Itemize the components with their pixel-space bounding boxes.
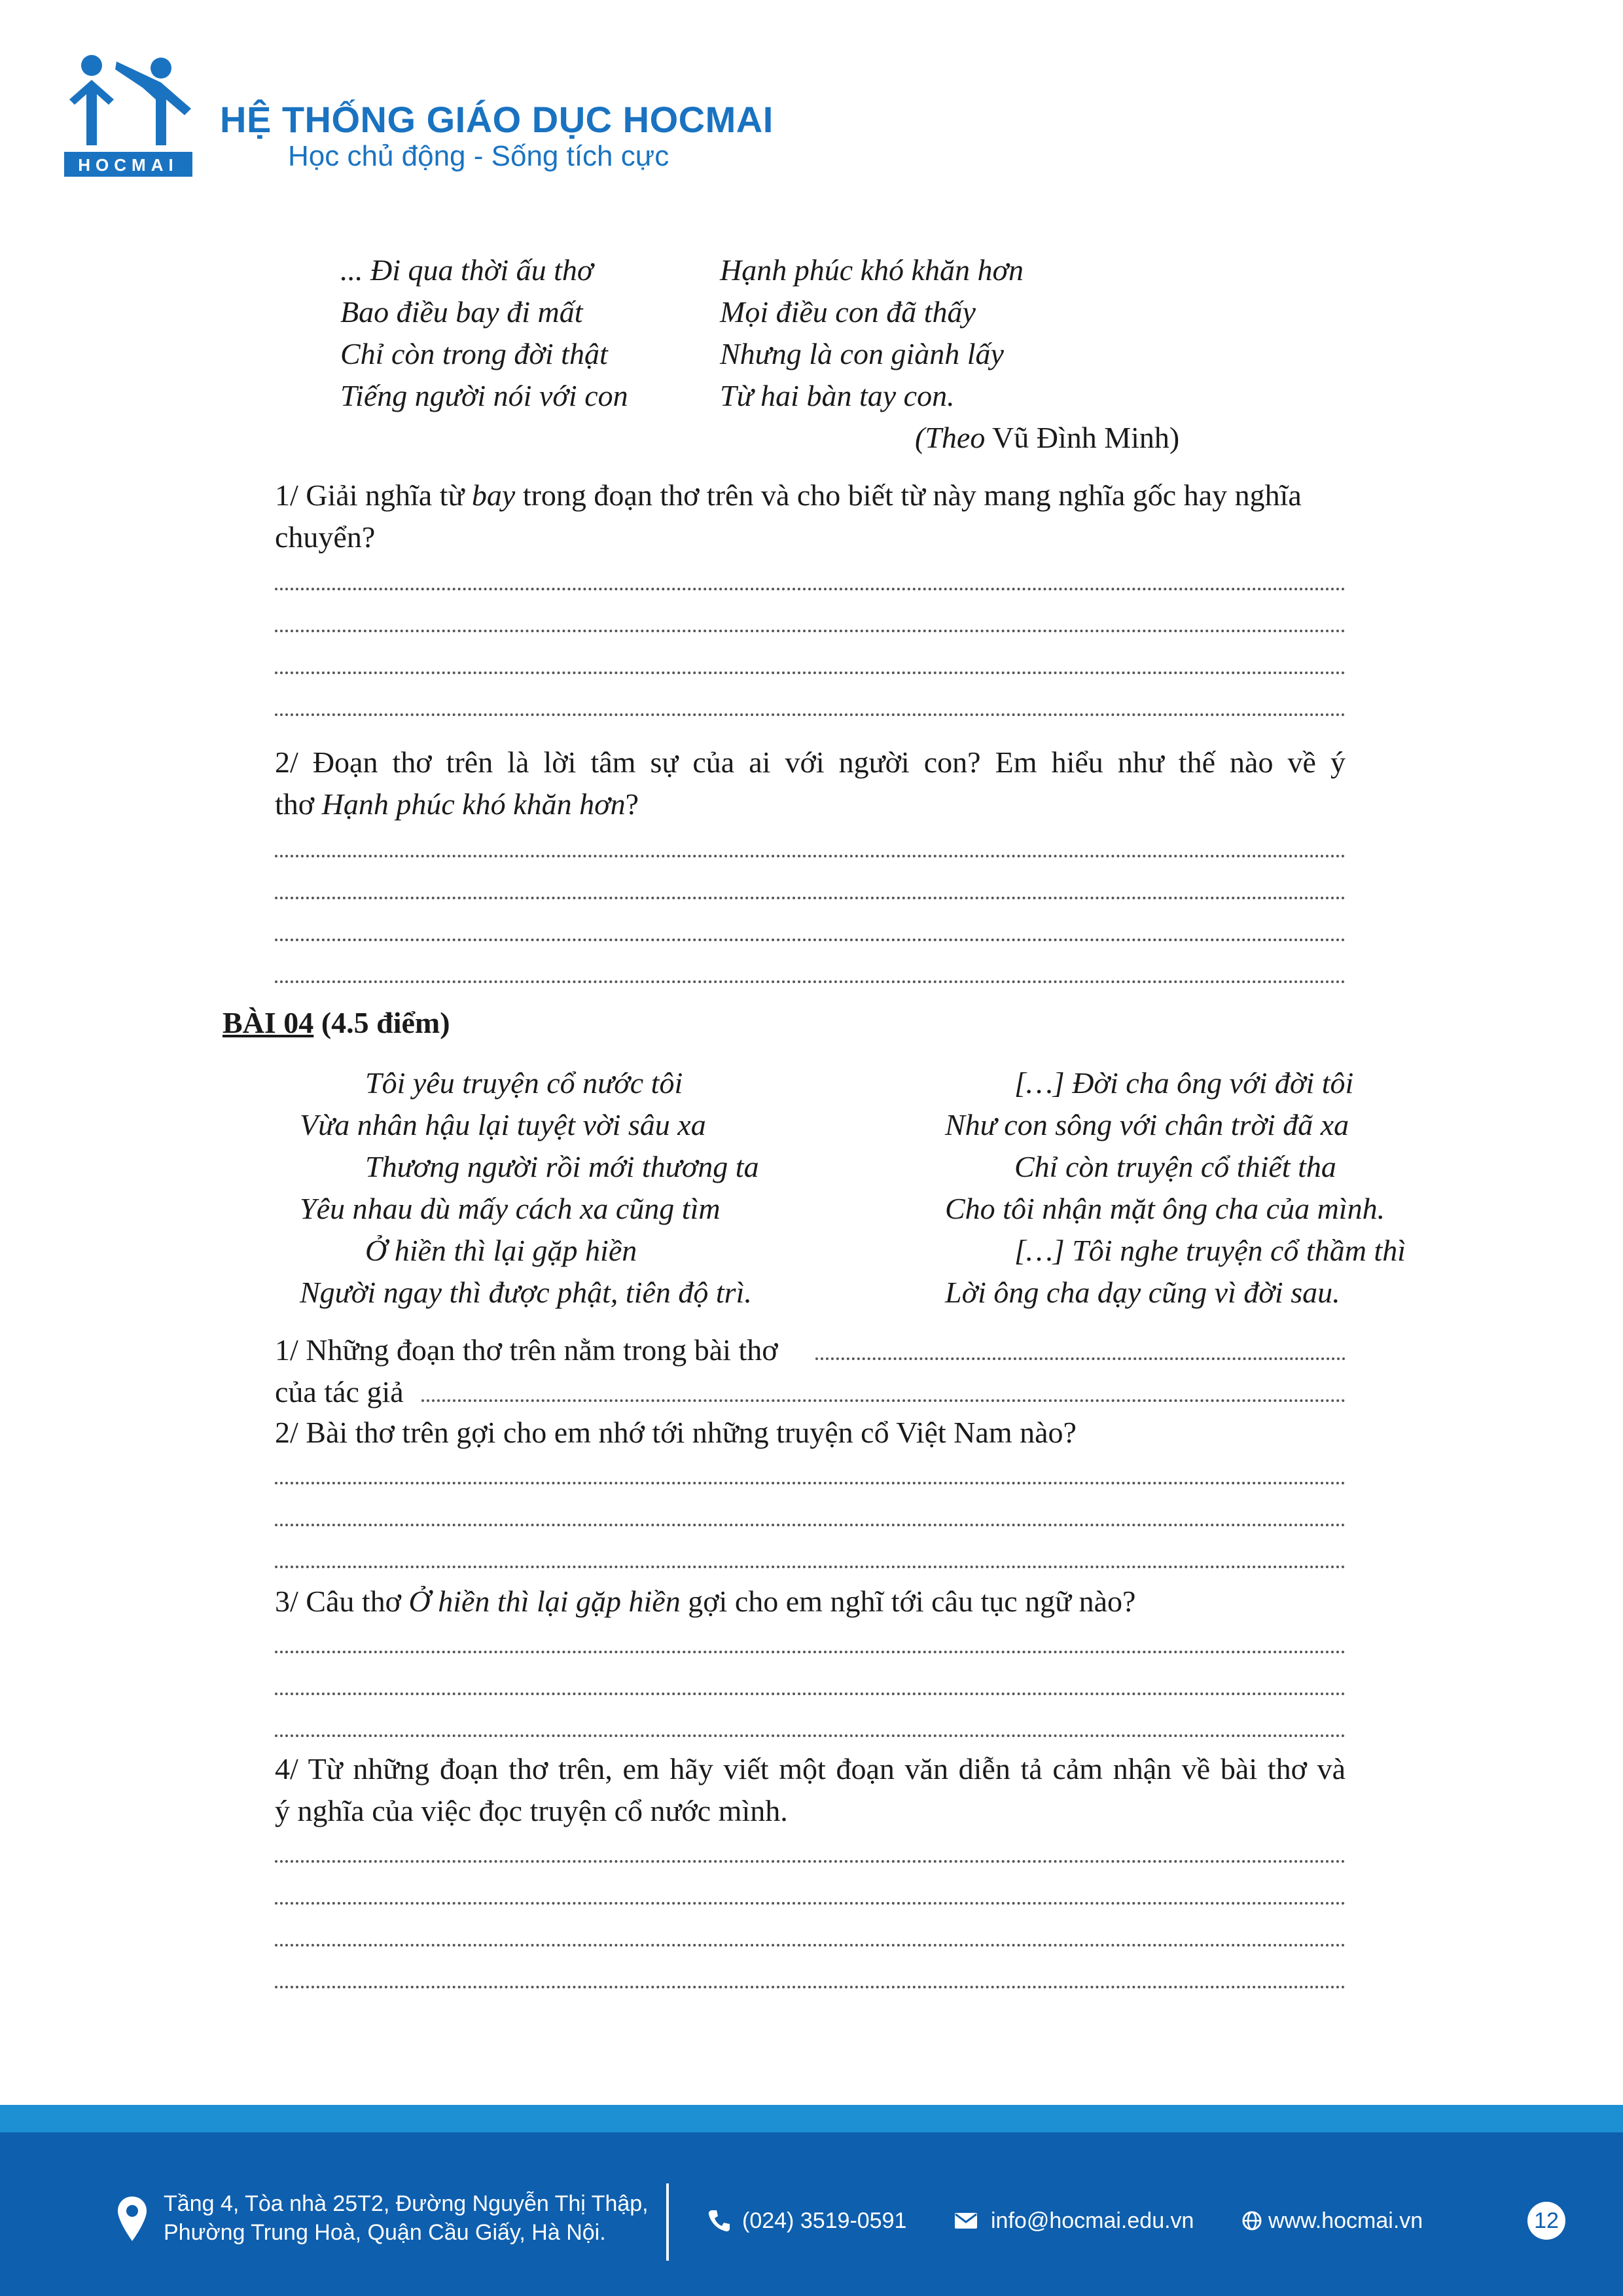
poem2-left-line: Yêu nhau dù mấy cách xa cũng tìm xyxy=(300,1192,721,1225)
answer-line[interactable] xyxy=(275,665,1346,674)
poem1-right-line: Mọi điều con đã thấy xyxy=(720,295,976,329)
footer-phone[interactable]: (024) 3519-0591 xyxy=(742,2208,907,2233)
poem2-right-line: Chỉ còn truyện cổ thiết tha xyxy=(1014,1150,1336,1183)
answer-line[interactable] xyxy=(815,1351,1346,1360)
brand-slogan: Học chủ động - Sống tích cực xyxy=(288,140,669,172)
brand-title: HỆ THỐNG GIÁO DỤC HOCMAI xyxy=(220,99,774,140)
email-icon xyxy=(954,2212,978,2229)
answer-line[interactable] xyxy=(275,1644,1346,1653)
b4q2-text: 2/ Bài thơ trên gợi cho em nhớ tới những truyện cổ Việt Nam nào? xyxy=(275,1416,1077,1449)
answer-line[interactable] xyxy=(275,581,1346,590)
answer-line[interactable] xyxy=(275,1895,1346,1905)
poem1-attribution xyxy=(915,423,1179,453)
b4q1-line1: 1/ Những đoạn thơ trên nằm trong bài thơ xyxy=(275,1333,778,1367)
poem1-right-line: Từ hai bàn tay con. xyxy=(720,379,955,412)
answer-line[interactable] xyxy=(275,1475,1346,1484)
poem2-right-line: Lời ông cha dạy cũng vì đời sau. xyxy=(945,1276,1340,1309)
footer-address-line2: Phường Trung Hoà, Quận Cầu Giấy, Hà Nội. xyxy=(164,2220,606,2245)
poem1-right-line: Nhưng là con giành lấy xyxy=(720,337,1004,370)
page-number: 12 xyxy=(1527,2202,1565,2240)
poem1-left-line: Chỉ còn trong đời thật xyxy=(340,337,608,370)
poem1-left-line: Bao điều bay đi mất xyxy=(340,295,583,329)
poem2-right-line: Như con sông với chân trời đã xa xyxy=(945,1108,1349,1141)
answer-line[interactable] xyxy=(275,623,1346,632)
q2-line2: thơ Hạnh phúc khó khăn hơn? xyxy=(275,787,639,821)
footer-email[interactable]: info@hocmai.edu.vn xyxy=(991,2208,1194,2233)
footer-website[interactable]: www.hocmai.vn xyxy=(1268,2208,1423,2233)
b4q4-line1: 4/ Từ những đoạn thơ trên, em hãy viết một đoạn văn diễn tả cảm nhận về bài thơ và xyxy=(275,1752,1346,1785)
section-heading: BÀI 04 (4.5 điểm) xyxy=(223,1006,450,1039)
answer-line[interactable] xyxy=(275,707,1346,716)
phone-icon xyxy=(707,2208,732,2233)
poem2-right-line: […] Đời cha ông với đời tôi xyxy=(1014,1066,1354,1100)
globe-icon xyxy=(1242,2211,1262,2231)
b4q3-text: 3/ Câu thơ Ở hiền thì lại gặp hiền gợi cho em nghĩ tới câu tục ngữ nào? xyxy=(275,1585,1136,1618)
footer-band-top xyxy=(0,2105,1623,2132)
b4q4-line2: ý nghĩa của việc đọc truyện cổ nước mình. xyxy=(275,1794,788,1827)
poem2-left-line: Thương người rồi mới thương ta xyxy=(365,1150,759,1183)
footer-divider xyxy=(666,2183,669,2261)
attribution-author: Vũ Đình Minh) xyxy=(992,421,1180,454)
logo-text: HOCMAI xyxy=(78,155,179,175)
poem2-left-line: Người ngay thì được phật, tiên độ trì. xyxy=(300,1276,752,1309)
poem2-right-line: […] Tôi nghe truyện cổ thầm thì xyxy=(1014,1234,1406,1267)
hocmai-logo xyxy=(63,54,194,179)
poem1-right-line: Hạnh phúc khó khăn hơn xyxy=(720,253,1024,287)
poem2-right-line: Cho tôi nhận mặt ông cha của mình. xyxy=(945,1192,1385,1225)
poem1-left-line: ... Đi qua thời ấu thơ xyxy=(340,253,594,287)
poem2-left-line: Tôi yêu truyện cổ nước tôi xyxy=(365,1066,683,1100)
answer-line[interactable] xyxy=(275,1559,1346,1568)
answer-line[interactable] xyxy=(275,974,1346,983)
answer-line[interactable] xyxy=(275,1979,1346,1988)
answer-line[interactable] xyxy=(275,932,1346,941)
location-pin-icon xyxy=(116,2195,148,2242)
footer-address-line1: Tầng 4, Tòa nhà 25T2, Đường Nguyễn Thị Thập, xyxy=(164,2191,649,2216)
poem1-left-line: Tiếng người nói với con xyxy=(340,379,628,412)
answer-line[interactable] xyxy=(275,890,1346,899)
answer-line[interactable] xyxy=(275,1517,1346,1526)
attribution-prefix: (Theo xyxy=(915,421,986,454)
answer-line[interactable] xyxy=(275,1686,1346,1695)
q2-line1: 2/ Đoạn thơ trên là lời tâm sự của ai với người con? Em hiểu như thế nào về ý xyxy=(275,745,1346,779)
answer-line[interactable] xyxy=(421,1393,1346,1402)
poem2-left-line: Ở hiền thì lại gặp hiền xyxy=(365,1234,637,1267)
q1-line2: chuyển? xyxy=(275,520,376,554)
answer-line[interactable] xyxy=(275,1854,1346,1863)
answer-line[interactable] xyxy=(275,848,1346,857)
answer-line[interactable] xyxy=(275,1937,1346,1946)
b4q1-line2: của tác giả xyxy=(275,1375,404,1408)
q1-line1: 1/ Giải nghĩa từ bay trong đoạn thơ trên và cho biết từ này mang nghĩa gốc hay nghĩa xyxy=(275,478,1302,512)
answer-line[interactable] xyxy=(275,1728,1346,1737)
poem2-left-line: Vừa nhân hậu lại tuyệt vời sâu xa xyxy=(300,1108,706,1141)
